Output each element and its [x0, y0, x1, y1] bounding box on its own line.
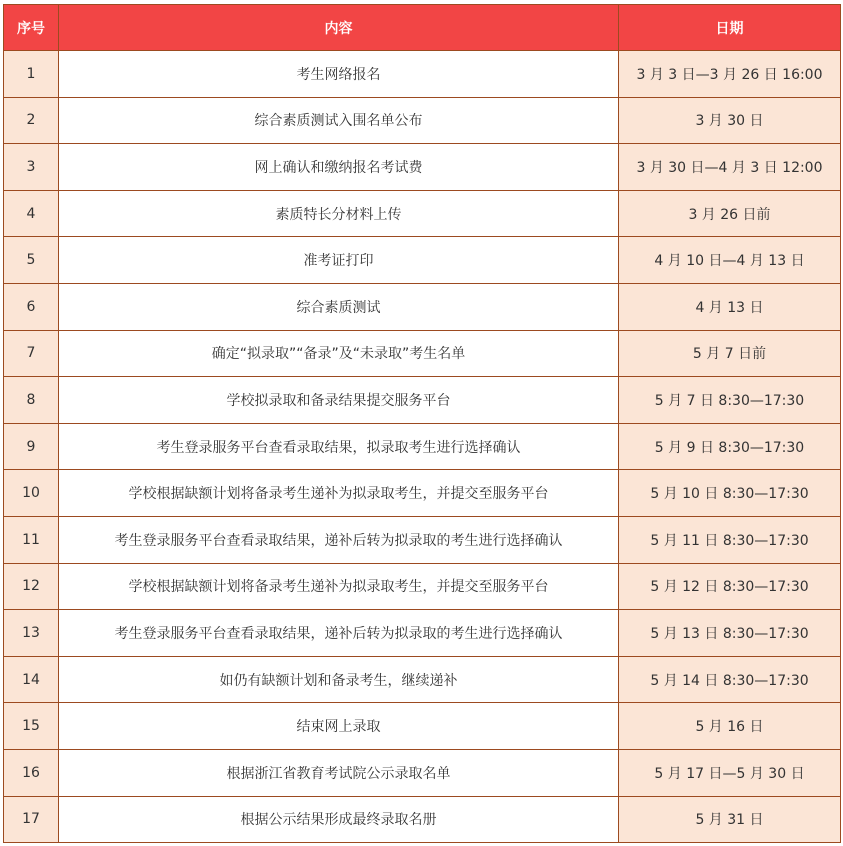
row-content: 综合素质测试入围名单公布 [59, 97, 619, 144]
row-content: 准考证打印 [59, 237, 619, 284]
table-row [4, 796, 841, 843]
table-row [4, 190, 841, 237]
header-content: 内容 [59, 5, 619, 51]
row-date: 4 月 10 日—4 月 13 日 [619, 237, 841, 284]
table-row [4, 237, 841, 284]
row-content: 综合素质测试 [59, 283, 619, 330]
row-date: 5 月 7 日前 [619, 330, 841, 377]
row-date: 3 月 30 日 [619, 97, 841, 144]
row-date: 5 月 7 日 8:30—17:30 [619, 377, 841, 424]
table-row [4, 51, 841, 98]
row-number: 16 [4, 749, 59, 796]
row-content: 学校根据缺额计划将备录考生递补为拟录取考生，并提交至服务平台 [59, 470, 619, 517]
row-content: 结束网上录取 [59, 703, 619, 750]
row-number: 10 [4, 470, 59, 517]
table-row [4, 423, 841, 470]
row-content: 根据公示结果形成最终录取名册 [59, 796, 619, 843]
table-row [4, 516, 841, 563]
row-number: 2 [4, 97, 59, 144]
row-content: 网上确认和缴纳报名考试费 [59, 144, 619, 191]
row-date: 5 月 17 日—5 月 30 日 [619, 749, 841, 796]
table-row [4, 330, 841, 377]
table-row [4, 97, 841, 144]
row-number: 11 [4, 516, 59, 563]
row-number: 12 [4, 563, 59, 610]
table-row [4, 749, 841, 796]
row-date: 5 月 16 日 [619, 703, 841, 750]
header-row [4, 5, 841, 51]
row-number: 9 [4, 423, 59, 470]
row-date: 5 月 11 日 8:30—17:30 [619, 516, 841, 563]
row-content: 考生登录服务平台查看录取结果，递补后转为拟录取的考生进行选择确认 [59, 516, 619, 563]
schedule-table-container [3, 4, 841, 843]
row-content: 考生网络报名 [59, 51, 619, 98]
row-number: 3 [4, 144, 59, 191]
row-number: 13 [4, 610, 59, 657]
row-number: 14 [4, 656, 59, 703]
table-row [4, 610, 841, 657]
row-number: 1 [4, 51, 59, 98]
row-number: 7 [4, 330, 59, 377]
row-date: 4 月 13 日 [619, 283, 841, 330]
row-date: 3 月 26 日前 [619, 190, 841, 237]
row-date: 5 月 12 日 8:30—17:30 [619, 563, 841, 610]
admission-schedule-table [3, 4, 841, 843]
row-date: 3 月 3 日—3 月 26 日 16:00 [619, 51, 841, 98]
table-row [4, 144, 841, 191]
table-row [4, 703, 841, 750]
table-row [4, 377, 841, 424]
row-number: 6 [4, 283, 59, 330]
table-header [4, 5, 841, 51]
row-date: 5 月 9 日 8:30—17:30 [619, 423, 841, 470]
row-number: 8 [4, 377, 59, 424]
row-content: 如仍有缺额计划和备录考生，继续递补 [59, 656, 619, 703]
header-date: 日期 [619, 5, 841, 51]
row-number: 4 [4, 190, 59, 237]
table-row [4, 563, 841, 610]
row-date: 3 月 30 日—4 月 3 日 12:00 [619, 144, 841, 191]
row-content: 确定“拟录取”“备录”及“未录取”考生名单 [59, 330, 619, 377]
row-content: 学校拟录取和备录结果提交服务平台 [59, 377, 619, 424]
table-row [4, 283, 841, 330]
table-row [4, 470, 841, 517]
table-row [4, 656, 841, 703]
header-num: 序号 [4, 5, 59, 51]
table-body [4, 51, 841, 843]
row-number: 5 [4, 237, 59, 284]
row-date: 5 月 13 日 8:30—17:30 [619, 610, 841, 657]
row-content: 素质特长分材料上传 [59, 190, 619, 237]
row-date: 5 月 10 日 8:30—17:30 [619, 470, 841, 517]
row-content: 学校根据缺额计划将备录考生递补为拟录取考生，并提交至服务平台 [59, 563, 619, 610]
row-content: 考生登录服务平台查看录取结果，递补后转为拟录取的考生进行选择确认 [59, 610, 619, 657]
row-number: 17 [4, 796, 59, 843]
row-date: 5 月 14 日 8:30—17:30 [619, 656, 841, 703]
row-number: 15 [4, 703, 59, 750]
row-content: 考生登录服务平台查看录取结果，拟录取考生进行选择确认 [59, 423, 619, 470]
row-date: 5 月 31 日 [619, 796, 841, 843]
row-content: 根据浙江省教育考试院公示录取名单 [59, 749, 619, 796]
